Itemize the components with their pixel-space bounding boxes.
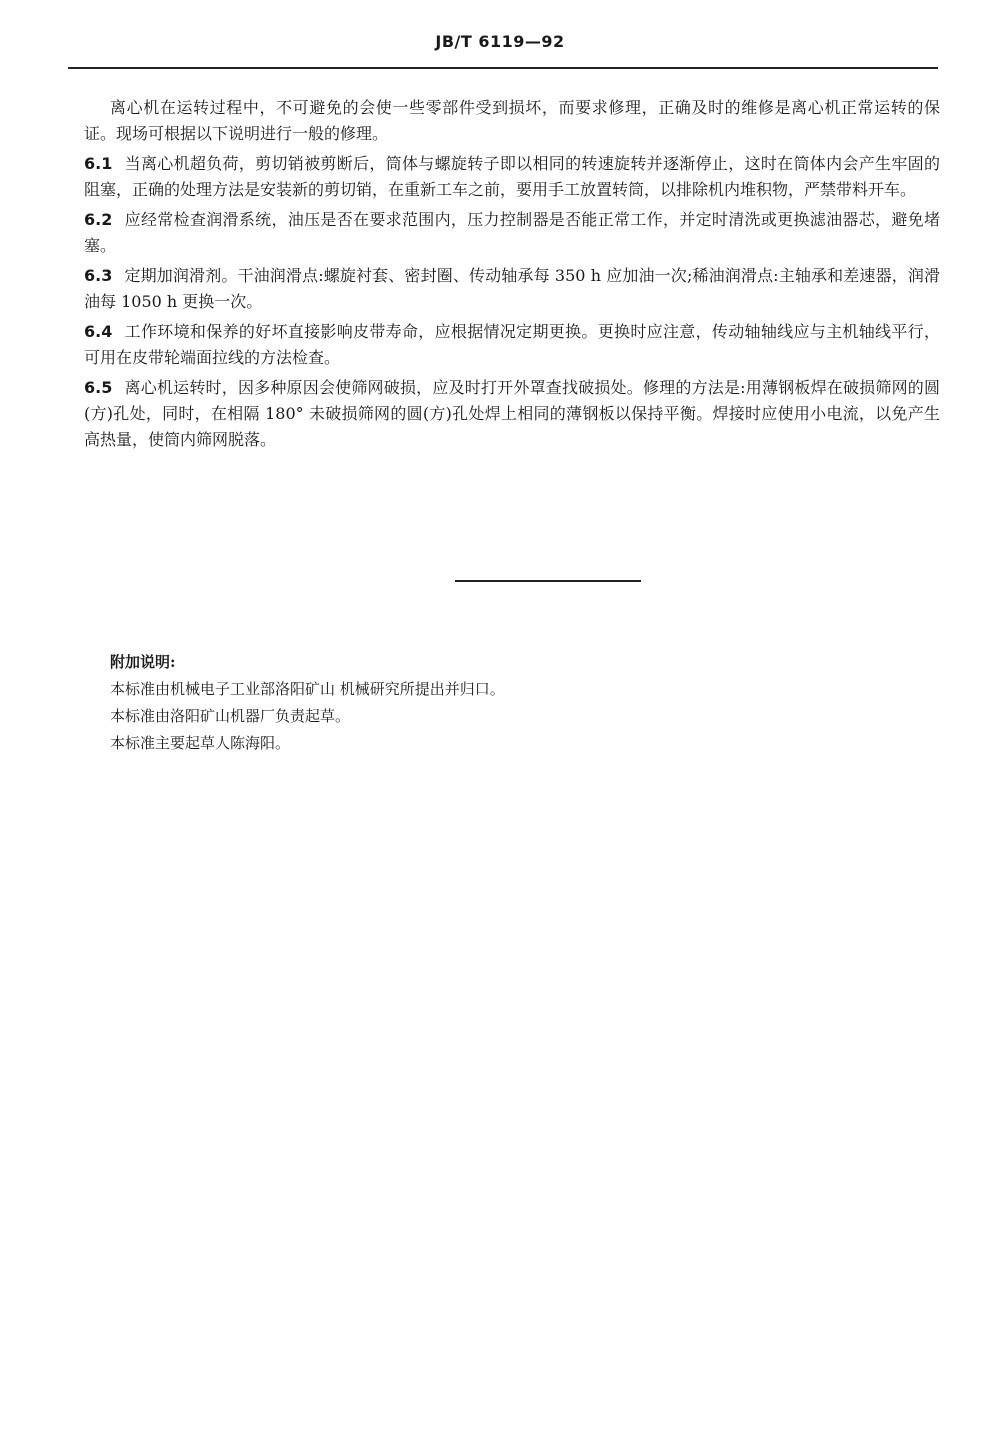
- clause-text: 应经常检查润滑系统，油压是否在要求范围内，压力控制器是否能正常工作，并定时清洗或更换滤油器芯，避免堵塞。: [84, 210, 940, 255]
- main-text: [84, 95, 940, 457]
- clause-number: 6.5: [84, 378, 113, 397]
- clause-6-2: [84, 207, 940, 259]
- clause-text: 离心机运转时，因多种原因会使筛网破损，应及时打开外罩查找破损处。修理的方法是:用薄钢板焊在破损筛网的圆(方)孔处，同时，在相隔 180° 未破损筛网的圆(方)孔处焊上相同的薄钢板以保持平衡。焊接时应使用小电流，以免产生高热量，使筒内筛网脱落。: [84, 378, 940, 449]
- additional-notes: [110, 649, 910, 757]
- clause-6-4: [84, 319, 940, 371]
- clause-number: 6.3: [84, 266, 113, 285]
- page-header-code: JB/T 6119—92: [435, 32, 565, 51]
- clause-number: 6.1: [84, 154, 113, 173]
- note-line: 本标准由机械电子工业部洛阳矿山 机械研究所提出并归口。: [110, 680, 505, 698]
- clause-text: 工作环境和保养的好坏直接影响皮带寿命，应根据情况定期更换。更换时应注意，传动轴轴线应与主机轴线平行，可用在皮带轮端面拉线的方法检查。: [84, 322, 940, 367]
- header-divider: [68, 67, 938, 69]
- end-of-text-rule: [455, 580, 641, 582]
- notes-title: 附加说明:: [110, 653, 176, 671]
- clause-text: 定期加润滑剂。干油润滑点:螺旋衬套、密封圈、传动轴承每 350 h 应加油一次;稀油润滑点:主轴承和差速器，润滑油每 1050 h 更换一次。: [84, 266, 940, 311]
- intro-paragraph: 离心机在运转过程中，不可避免的会使一些零部件受到损坏，而要求修理，正确及时的维修是离心机正常运转的保证。现场可根据以下说明进行一般的修理。: [84, 98, 940, 143]
- clause-text: 当离心机超负荷，剪切销被剪断后，筒体与螺旋转子即以相同的转速旋转并逐渐停止，这时在筒体内会产生牢固的阻塞，正确的处理方法是安装新的剪切销，在重新工车之前，要用手工放置转筒，以排除机内堆积物，严禁带料开车。: [84, 154, 940, 199]
- clause-6-1: [84, 151, 940, 203]
- clause-number: 6.2: [84, 210, 113, 229]
- note-line: 本标准由洛阳矿山机器厂负责起草。: [110, 707, 351, 725]
- clause-number: 6.4: [84, 322, 113, 341]
- clause-6-3: [84, 263, 940, 315]
- clause-6-5: [84, 375, 940, 453]
- note-line: 本标准主要起草人陈海阳。: [110, 734, 291, 752]
